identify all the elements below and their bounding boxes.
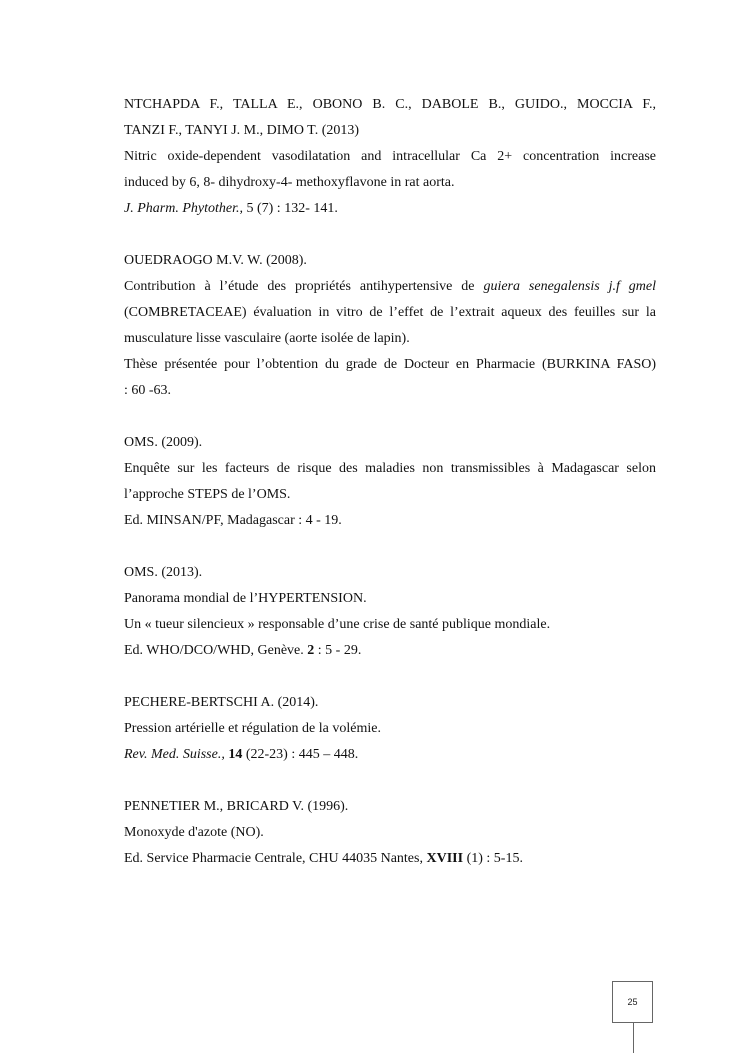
reference-title: Enquête sur les facteurs de risque des maladies non transmissibles à Madagascar selon [124,461,656,476]
reference-title: Nitric oxide-dependent vasodilatation and intracellular Ca 2+ concentration increase [124,149,656,164]
reference-details: Ed. MINSAN/PF, Madagascar : 4 - 19. [124,513,342,528]
reference-entry [124,690,656,768]
reference-title: Contribution à l’étude des propriétés antihypertensive de guiera senegalensis j.f gmel [124,279,656,294]
page-number: 25 [612,981,653,1023]
volume-number: 2 [307,643,315,658]
reference-authors: TANZI F., TANYI J. M., DIMO T. (2013) [124,123,360,138]
volume-number: 14 [224,747,243,762]
reference-entry [124,248,656,404]
reference-details: Ed. WHO/DCO/WHD, Genève. 2 : 5 - 29. [124,643,362,658]
reference-details: Ed. Service Pharmacie Centrale, CHU 44035 Nantes, XVIII (1) : 5-15. [124,851,523,866]
page-number-divider [633,1023,634,1053]
reference-authors: OMS. (2009). [124,435,203,450]
reference-thesis: : 60 -63. [124,383,172,398]
reference-title: induced by 6, 8- dihydroxy-4- methoxyflavone in rat aorta. [124,175,455,190]
reference-title: l’approche STEPS de l’OMS. [124,487,291,502]
journal-name: J. Pharm. Phytother., [124,201,243,216]
reference-title: Pression artérielle et régulation de la volémie. [124,721,381,736]
reference-entry [124,794,656,872]
reference-title: Un « tueur silencieux » responsable d’une crise de santé publique mondiale. [124,617,551,632]
reference-source [124,196,656,222]
reference-authors: PECHERE-BERTSCHI A. (2014). [124,695,319,710]
reference-authors: OMS. (2013). [124,565,203,580]
volume-number: XVIII [426,851,464,866]
reference-authors: OUEDRAOGO M.V. W. (2008). [124,253,307,268]
reference-authors: NTCHAPDA F., TALLA E., OBONO B. C., DABOLE B., GUIDO., MOCCIA F., [124,97,656,112]
reference-details: 5 (7) : 132- 141. [242,201,338,216]
reference-title: musculature lisse vasculaire (aorte isolée de lapin). [124,331,410,346]
reference-thesis: Thèse présentée pour l’obtention du grade de Docteur en Pharmacie (BURKINA FASO) [124,357,656,372]
reference-list [124,92,656,898]
reference-title: Monoxyde d'azote (NO). [124,825,264,840]
reference-entry [124,560,656,664]
reference-entry [124,430,656,534]
reference-entry [124,92,656,222]
species-name: guiera senegalensis j.f gmel [483,279,656,294]
reference-source: Rev. Med. Suisse., 14 (22-23) : 445 – 448. [124,747,359,762]
reference-authors: PENNETIER M., BRICARD V. (1996). [124,799,349,814]
journal-name: Rev. Med. Suisse., [124,747,225,762]
reference-title: Panorama mondial de l’HYPERTENSION. [124,591,367,606]
reference-title: (COMBRETACEAE) évaluation in vitro de l’effet de l’extrait aqueux des feuilles sur la [124,305,656,320]
